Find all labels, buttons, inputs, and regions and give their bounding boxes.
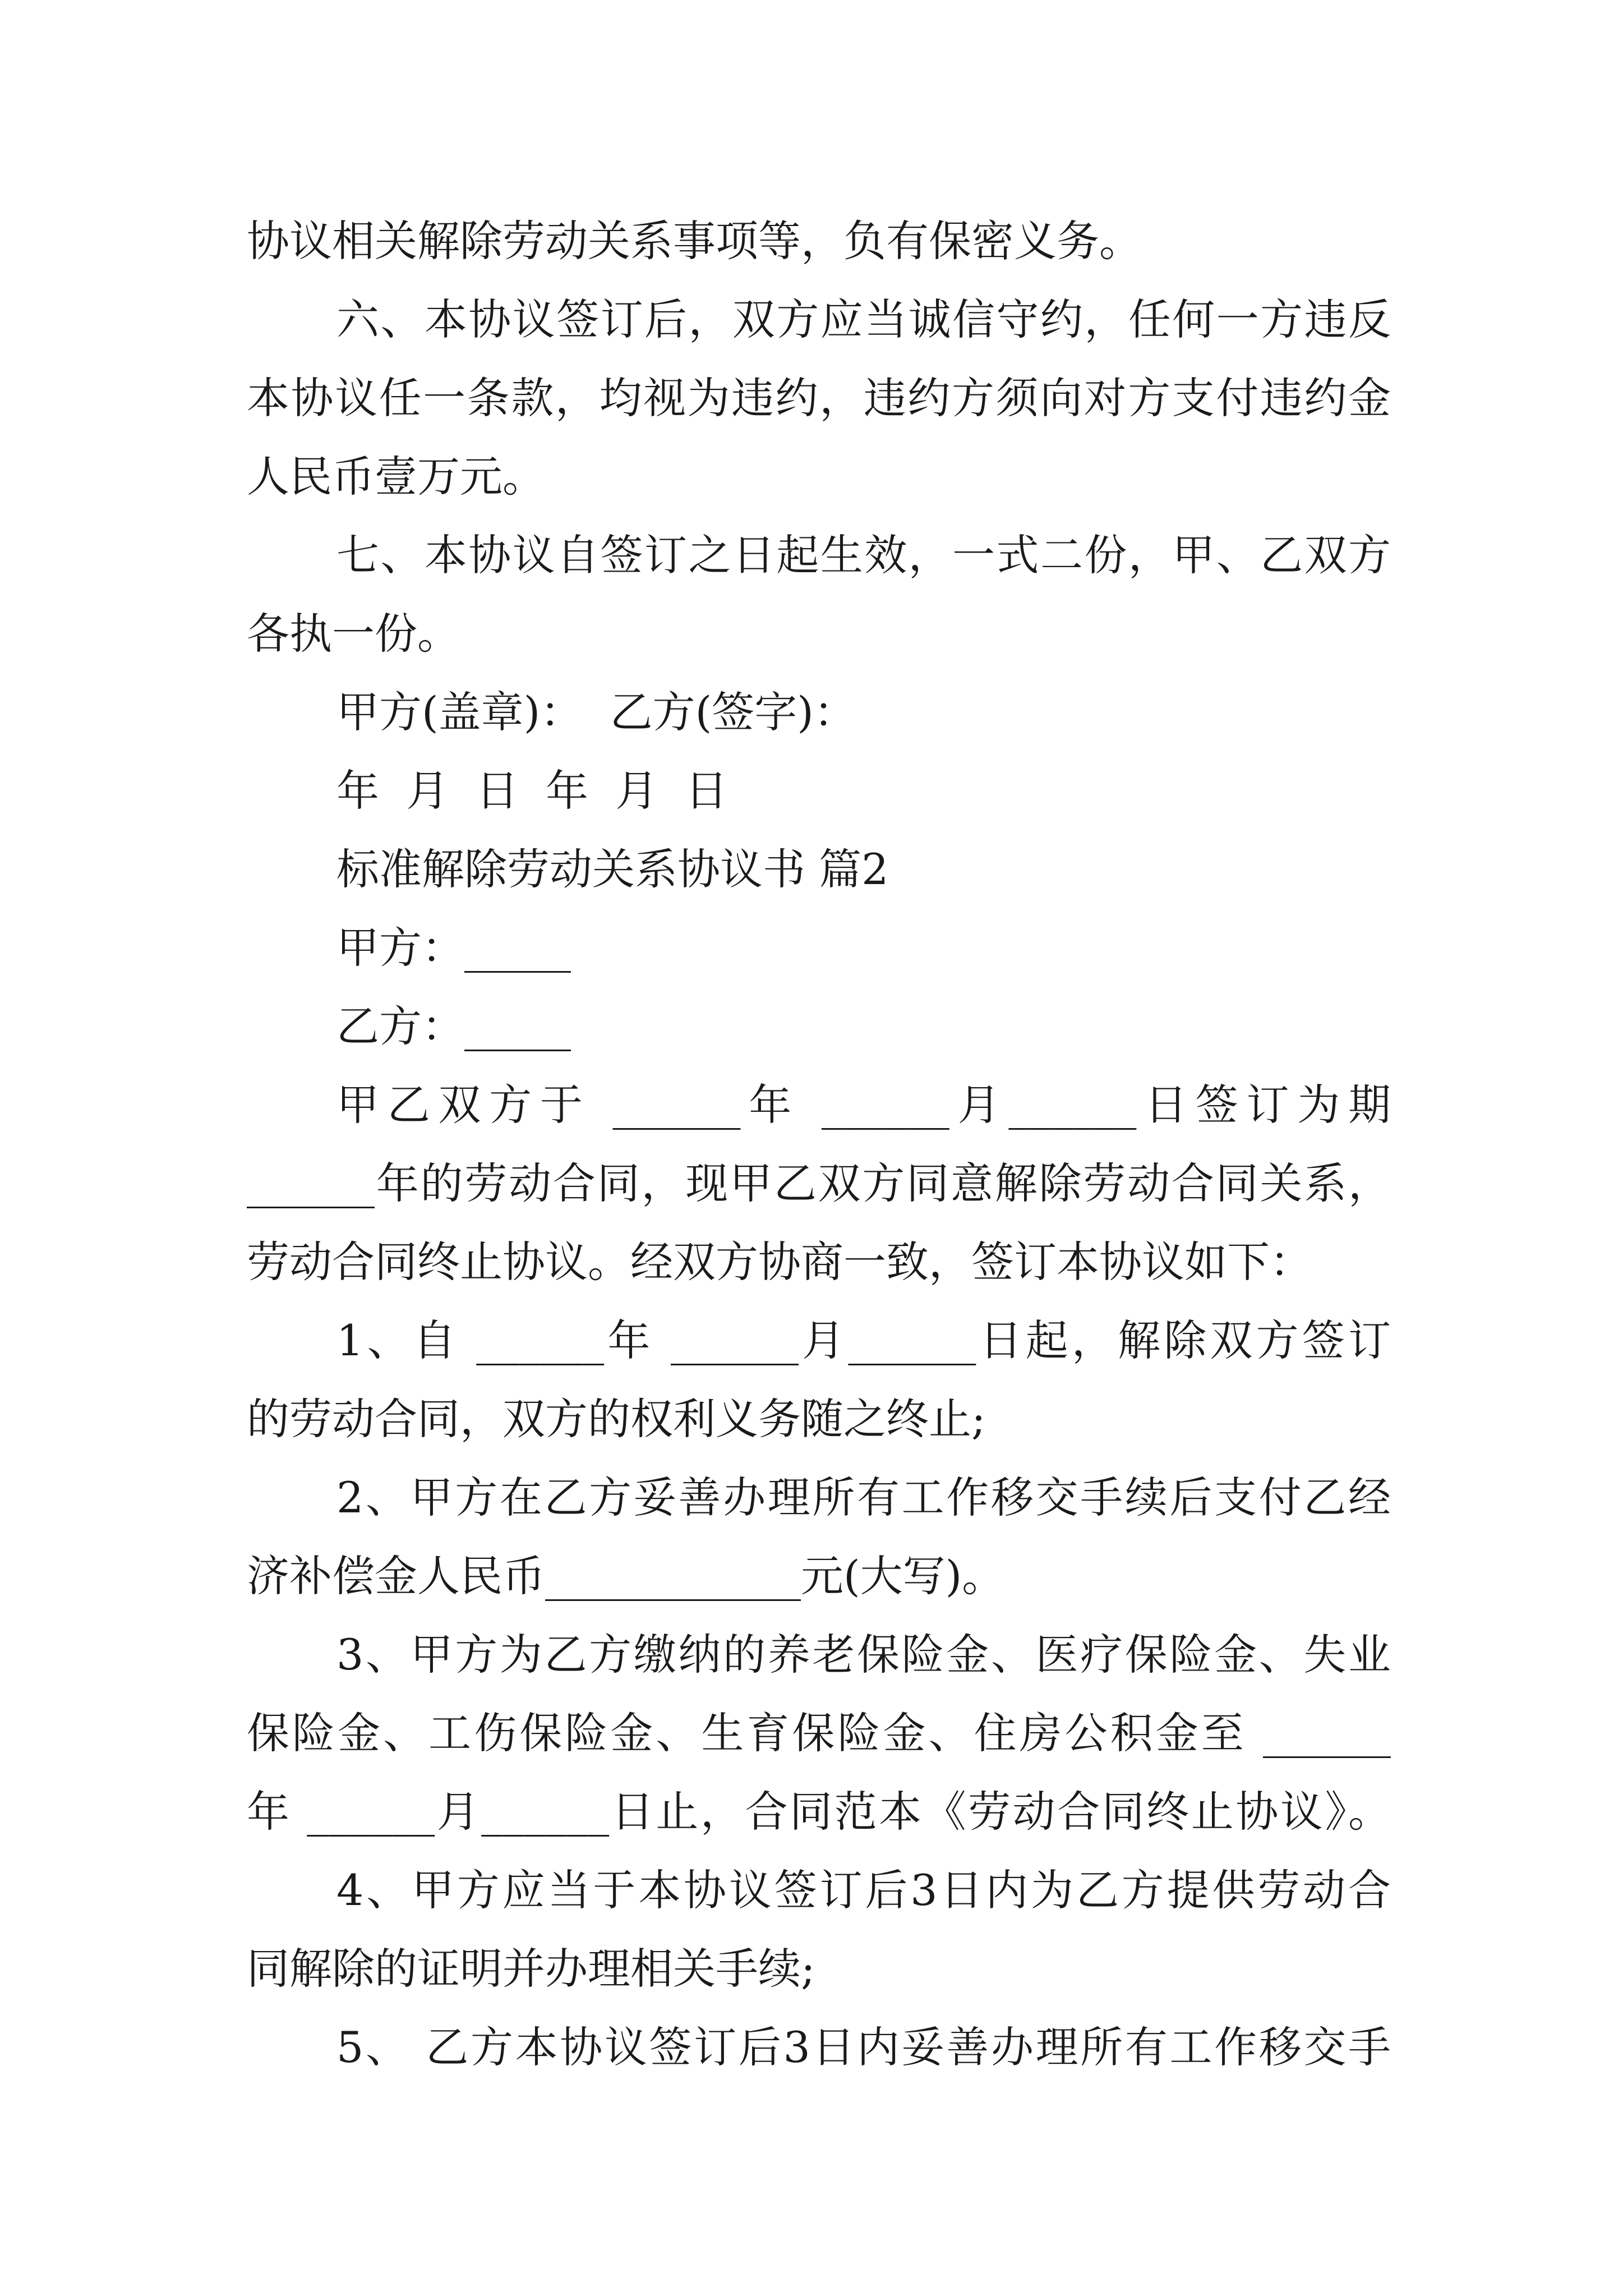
text-line: 5、 乙方本协议签订后3日内妥善办理所有工作移交手 bbox=[336, 2022, 1391, 2072]
text-line: 4、甲方应当于本协议签订后3日内为乙方提供劳动合 bbox=[336, 1865, 1391, 1915]
text-line: 保险金、工伤保险金、生育保险金、住房公积金至 ______ bbox=[247, 1708, 1391, 1758]
text-line: 七、本协议自签订之日起生效，一式二份，甲、乙双方 bbox=[336, 530, 1391, 580]
text-line: 甲乙双方于 ______年 ______月______日签订为期 bbox=[336, 1080, 1391, 1130]
text-line: 3、甲方为乙方缴纳的养老保险金、医疗保险金、失业 bbox=[336, 1630, 1391, 1680]
text-line: 1、自 ______年 ______月______日起，解除双方签订 bbox=[336, 1315, 1391, 1365]
text-line: 同解除的证明并办理相关手续; bbox=[247, 1944, 815, 1994]
text-line: 年 ______月______日止，合同范本《劳动合同终止协议》。 bbox=[247, 1787, 1391, 1837]
text-line: 济补偿金人民币____________元(大写)。 bbox=[247, 1551, 1005, 1601]
text-line: 协议相关解除劳动关系事项等，负有保密义务。 bbox=[247, 216, 1142, 266]
section-title: 标准解除劳动关系协议书 篇2 bbox=[336, 844, 889, 894]
text-line: 各执一份。 bbox=[247, 609, 460, 659]
text-line: 劳动合同终止协议。经双方协商一致，签订本协议如下： bbox=[247, 1237, 1312, 1287]
party-b-line: 乙方：_____ bbox=[336, 1001, 571, 1051]
text-line: 六、本协议签订后，双方应当诚信守约，任何一方违反 bbox=[336, 295, 1391, 344]
text-line: 人民币壹万元。 bbox=[247, 452, 545, 501]
party-a-line: 甲方：_____ bbox=[336, 923, 571, 973]
text-line: 的劳动合同，双方的权利义务随之终止; bbox=[247, 1394, 986, 1444]
text-line: 本协议任一条款，均视为违约，违约方须向对方支付违约金 bbox=[247, 373, 1391, 423]
text-line: 2、甲方在乙方妥善办理所有工作移交手续后支付乙经 bbox=[336, 1473, 1391, 1522]
signature-line: 甲方(盖章)： 乙方(签字)： bbox=[336, 687, 856, 737]
text-line: ______年的劳动合同，现甲乙双方同意解除劳动合同关系， bbox=[247, 1158, 1391, 1208]
date-line: 年 月 日 年 月 日 bbox=[336, 766, 728, 816]
